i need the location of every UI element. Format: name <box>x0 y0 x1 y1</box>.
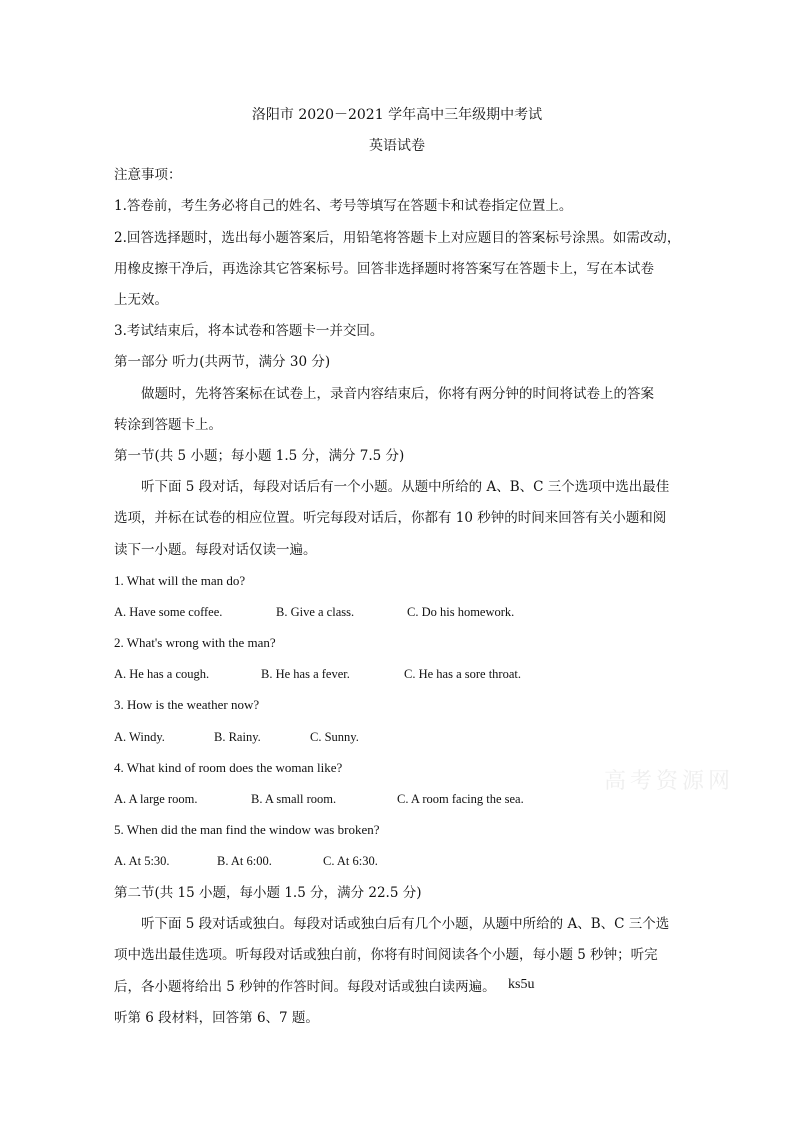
section1-intro: 选项，并标在试卷的相应位置。听完每段对话后，你都有 10 秒钟的时间来回答有关小题和阅 <box>114 510 667 526</box>
part1-heading: 第一部分 听力(共两节，满分 30 分) <box>114 354 331 370</box>
notice-heading: 注意事项： <box>114 167 182 183</box>
option-3b: B. Rainy. <box>214 730 261 744</box>
question-2: 2. What's wrong with the man? <box>114 635 276 650</box>
notice-item: 上无效。 <box>114 292 168 308</box>
section2-intro: 项中选出最佳选项。听每段对话或独白前，你将有时间阅读各个小题，每小题 5 秒钟；听完 <box>114 947 658 963</box>
option-2a: A. He has a cough. <box>114 667 210 681</box>
option-2b: B. He has a fever. <box>261 667 350 681</box>
material-instruction: 听第 6 段材料，回答第 6、7 题。 <box>114 1010 319 1026</box>
section2-intro: 后，各小题将给出 5 秒钟的作答时间。每段对话或独白读两遍。 <box>114 979 496 995</box>
ks5u-mark: ks5u <box>508 977 535 992</box>
option-5b: B. At 6:00. <box>217 854 272 868</box>
option-1a: A. Have some coffee. <box>114 605 223 619</box>
notice-item: 2.回答选择题时，选出每小题答案后，用铅笔将答题卡上对应题目的答案标号涂黑。如需改动， <box>114 230 681 246</box>
part1-intro: 做题时，先将答案标在试卷上，录音内容结束后，你将有两分钟的时间将试卷上的答案 <box>141 386 654 402</box>
watermark: 高考资源网 <box>604 769 735 794</box>
option-3c: C. Sunny. <box>310 730 359 744</box>
section1-heading: 第一节(共 5 小题；每小题 1.5 分，满分 7.5 分) <box>114 448 405 464</box>
notice-item: 1.答卷前，考生务必将自己的姓名、考号等填写在答题卡和试卷指定位置上。 <box>114 198 573 214</box>
notice-item: 用橡皮擦干净后，再选涂其它答案标号。回答非选择题时将答案写在答题卡上，写在本试卷 <box>114 261 654 277</box>
question-4: 4. What kind of room does the woman like? <box>114 760 343 775</box>
section1-intro: 读下一小题。每段对话仅读一遍。 <box>114 542 317 558</box>
section1-intro: 听下面 5 段对话，每段对话后有一个小题。从题中所给的 A、B、C 三个选项中选出最佳 <box>141 479 670 495</box>
option-4b: B. A small room. <box>251 792 337 806</box>
notice-item: 3.考试结束后，将本试卷和答题卡一并交回。 <box>114 323 384 339</box>
option-5a: A. At 5:30. <box>114 854 170 868</box>
question-1: 1. What will the man do? <box>114 573 246 588</box>
exam-subtitle: 英语试卷 <box>369 138 425 154</box>
option-4c: C. A room facing the sea. <box>397 792 524 806</box>
section2-intro: 听下面 5 段对话或独白。每段对话或独白后有几个小题，从题中所给的 A、B、C 三个选 <box>141 916 670 932</box>
part1-intro: 转涂到答题卡上。 <box>114 417 222 433</box>
option-1c: C. Do his homework. <box>407 605 515 619</box>
section2-heading: 第二节(共 15 小题，每小题 1.5 分，满分 22.5 分) <box>114 885 422 901</box>
option-2c: C. He has a sore throat. <box>404 667 521 681</box>
option-3a: A. Windy. <box>114 730 165 744</box>
question-5: 5. When did the man find the window was broken? <box>114 822 380 837</box>
option-4a: A. A large room. <box>114 792 198 806</box>
option-1b: B. Give a class. <box>276 605 355 619</box>
option-5c: C. At 6:30. <box>323 854 378 868</box>
exam-title: 洛阳市 2020－2021 学年高中三年级期中考试 <box>251 107 543 123</box>
question-3: 3. How is the weather now? <box>114 697 260 712</box>
